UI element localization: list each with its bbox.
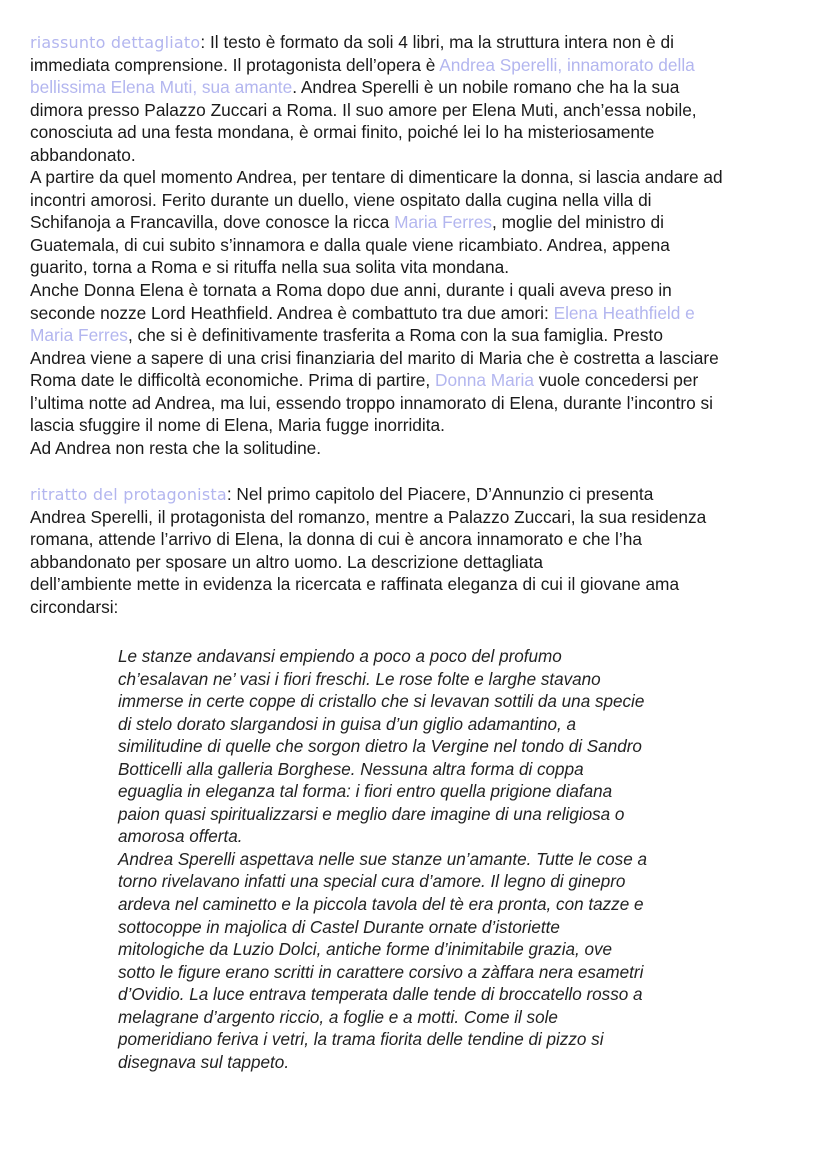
body-text: Anche Donna Elena è tornata a Roma dopo due anni, durante i quali aveva preso in	[30, 280, 672, 301]
body-text: Andrea Sperelli aspettava nelle sue stanze un’amante. Tutte le cose a	[118, 849, 647, 869]
body-text: conosciuta ad una festa mondana, è ormai finito, poiché lei lo ha misteriosamente	[30, 122, 655, 143]
text-line	[30, 166, 723, 189]
body-text: : Nel primo capitolo del Piacere, D’Annunzio ci presenta	[226, 484, 654, 504]
text-line	[30, 369, 723, 392]
text-line	[118, 939, 647, 962]
text-line	[118, 714, 647, 737]
body-text: Andrea Sperelli, il protagonista del romanzo, mentre a Palazzo Zuccari, la sua residenza	[30, 506, 707, 527]
text-line	[118, 826, 647, 849]
body-text: abbandonato.	[30, 144, 136, 165]
section-heading: ritratto del protagonista	[30, 485, 227, 504]
body-text: Guatemala, di cui subito s’innamora e dalla quale viene ricambiato. Andrea, appena	[30, 234, 670, 255]
body-text: di stelo dorato slargandosi in guisa d’un giglio adamantino, a	[118, 714, 577, 734]
body-text: Roma date le difficoltà economiche. Prima di partire,	[30, 370, 436, 391]
body-text: Botticelli alla galleria Borghese. Nessuna altra forma di coppa	[118, 759, 584, 779]
body-text: melagrane d’argento riccio, a foglie e a motti. Come il sole	[118, 1007, 558, 1027]
body-text: amorosa offerta.	[118, 827, 243, 847]
text-line	[30, 596, 706, 619]
highlighted-text: Elena Heathfield e	[553, 302, 695, 323]
text-line	[30, 573, 706, 596]
body-text: mitologiche da Luzio Dolci, antiche forme d’inimitabile grazia, ove	[118, 940, 613, 960]
text-line	[30, 392, 723, 415]
text-line	[30, 551, 706, 574]
body-text: immediata comprensione. Il protagonista dell’opera è	[30, 54, 440, 75]
body-text: . Andrea Sperelli è un nobile romano che ha la sua	[292, 77, 680, 98]
body-text: Le stanze andavansi empiendo a poco a poco del profumo	[118, 647, 562, 666]
text-line	[118, 917, 647, 940]
text-line	[30, 256, 723, 279]
text-line	[30, 437, 723, 460]
text-line	[30, 483, 706, 506]
text-line	[118, 646, 647, 669]
body-text: A partire da quel momento Andrea, per tentare di dimenticare la donna, si lascia andare ad	[30, 167, 723, 188]
body-text: circondarsi:	[30, 596, 119, 617]
highlighted-text: bellissima Elena Muti, sua amante	[30, 77, 293, 98]
body-text: seconde nozze Lord Heathfield. Andrea è combattuto tra due amori:	[30, 302, 554, 323]
body-text: similitudine di quelle che sorgon dietro la Vergine nel tondo di Sandro	[118, 737, 642, 757]
text-line	[30, 506, 706, 529]
text-line	[30, 234, 723, 257]
body-text: Ad Andrea non resta che la solitudine.	[30, 437, 322, 458]
text-line	[118, 669, 647, 692]
body-text: dimora presso Palazzo Zuccari a Roma. Il suo amore per Elena Muti, anch’essa nobile,	[30, 99, 697, 120]
text-line	[30, 302, 723, 325]
body-text: lascia sfuggire il nome di Elena, Maria fugge inorridita.	[30, 415, 445, 436]
protagonist-portrait-section	[30, 483, 706, 618]
body-text: ch’esalavan ne’ vasi i fiori freschi. Le rose folte e larghe stavano	[118, 669, 601, 689]
body-text: incontri amorosi. Ferito durante un duello, viene ospitato dalla cugina nella villa di	[30, 189, 652, 210]
text-line	[118, 962, 647, 985]
text-line	[118, 1029, 647, 1052]
body-text: Schifanoja a Francavilla, dove conosce la ricca	[30, 212, 395, 233]
text-line	[30, 76, 723, 99]
text-line	[30, 99, 723, 122]
text-line	[30, 528, 706, 551]
text-line	[118, 781, 647, 804]
text-line	[118, 871, 647, 894]
text-line	[118, 894, 647, 917]
section-heading: riassunto dettagliato	[30, 33, 201, 52]
body-text: , che si è definitivamente trasferita a Roma con la sua famiglia. Presto	[127, 325, 663, 346]
text-line	[30, 211, 723, 234]
text-line	[118, 691, 647, 714]
body-text: torno rivelavano infatti una special cura d’amore. Il legno di ginepro	[118, 872, 626, 892]
text-line	[30, 324, 723, 347]
body-text: d’Ovidio. La luce entrava temperata dalle tende di broccatello rosso a	[118, 985, 643, 1005]
body-text: Andrea viene a sapere di una crisi finanziaria del marito di Maria che è costretta a lasciare	[30, 347, 719, 368]
body-text: l’ultima notte ad Andrea, ma lui, essendo troppo innamorato di Elena, durante l’incontro si	[30, 392, 714, 413]
text-line	[118, 984, 647, 1007]
body-text: vuole concedersi per	[533, 370, 699, 391]
body-text: paion quasi spiritualizzarsi e meglio dare imagine di una religiosa o	[118, 804, 625, 824]
text-line	[30, 347, 723, 370]
body-text: eguaglia in eleganza tal forma: i fiori entro quella prigione diafana	[118, 782, 613, 802]
body-text: pomeridiano feriva i vetri, la trama fiorita delle tendine di pizzo si	[118, 1030, 604, 1050]
text-line	[30, 31, 723, 54]
body-text: abbandonato per sposare un altro uomo. La descrizione dettagliata	[30, 551, 544, 572]
text-line	[30, 54, 723, 77]
body-text: : Il testo è formato da soli 4 libri, ma la struttura intera non è di	[200, 32, 674, 52]
text-line	[118, 1052, 647, 1075]
text-line	[30, 144, 723, 167]
text-line	[118, 1007, 647, 1030]
text-line	[118, 736, 647, 759]
highlighted-text: Maria Ferres	[30, 325, 128, 346]
body-text: immerse in certe coppe di cristallo che si levavan sottili da una specie	[118, 692, 645, 712]
text-line	[118, 849, 647, 872]
body-text: dell’ambiente mette in evidenza la ricercata e raffinata eleganza di cui il giovane ama	[30, 574, 680, 595]
text-line	[118, 759, 647, 782]
body-text: , moglie del ministro di	[492, 212, 664, 233]
text-line	[30, 279, 723, 302]
body-text: romana, attende l’arrivo di Elena, la donna di cui è ancora innamorato e che l’ha	[30, 529, 642, 550]
highlighted-text: Andrea Sperelli, innamorato della	[439, 54, 695, 75]
text-line	[118, 804, 647, 827]
text-line	[30, 189, 723, 212]
text-line	[30, 414, 723, 437]
highlighted-text: Donna Maria	[435, 370, 534, 391]
highlighted-text: Maria Ferres	[394, 212, 493, 233]
quoted-passage	[118, 646, 647, 1074]
body-text: disegnava sul tappeto.	[118, 1052, 290, 1072]
summary-section	[30, 31, 723, 459]
body-text: sottocoppe in majolica di Castel Durante ornate d’istoriette	[118, 917, 560, 937]
body-text: ardeva nel caminetto e la piccola tavola del tè era pronta, con tazze e	[118, 895, 644, 915]
body-text: sotto le figure erano scritti in carattere corsivo a zàffara nera esametri	[118, 962, 644, 982]
text-line	[30, 121, 723, 144]
body-text: guarito, torna a Roma e si rituffa nella sua solita vita mondana.	[30, 257, 510, 278]
